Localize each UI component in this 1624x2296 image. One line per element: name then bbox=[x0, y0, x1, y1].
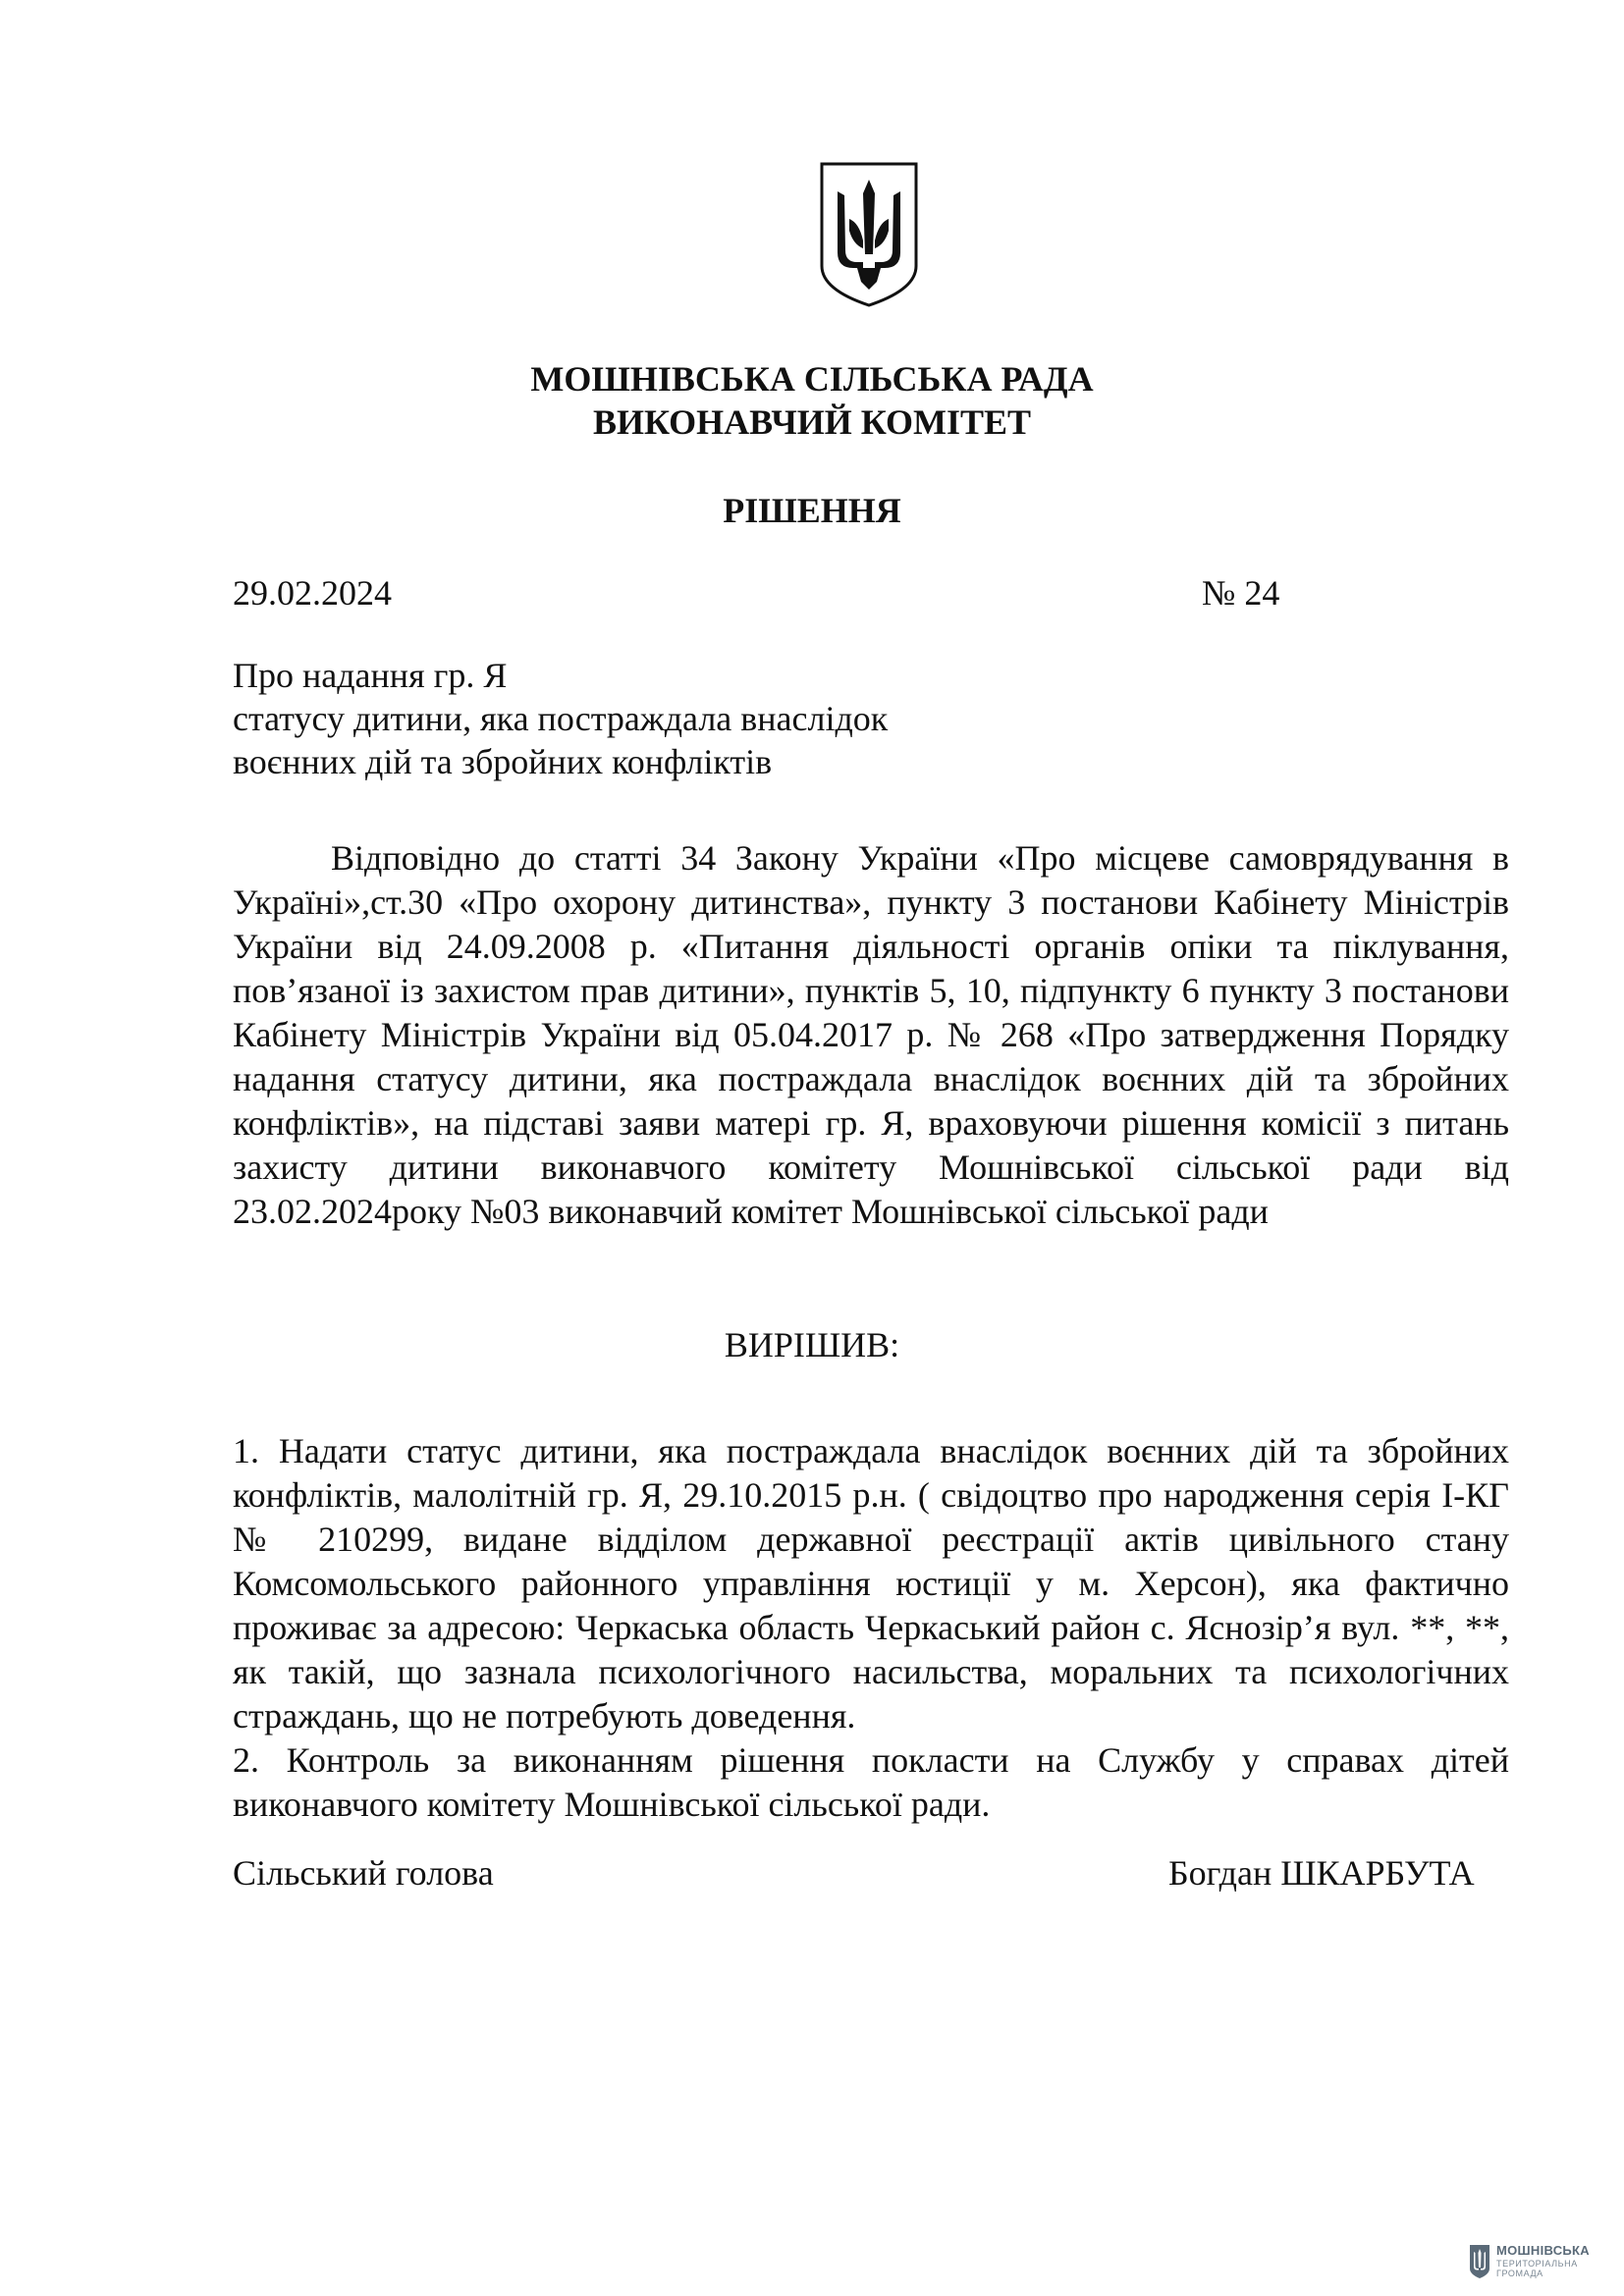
community-logo bbox=[1469, 2242, 1606, 2285]
trident-coat-of-arms-icon bbox=[818, 160, 920, 309]
decision-date: 29.02.2024 bbox=[233, 573, 392, 613]
decision-item: 2. Контроль за виконанням рішення покласти на Службу у справах дітей виконавчого комітету Мошнівської сільської ради. bbox=[233, 1740, 1509, 1824]
decision-items bbox=[233, 1429, 1509, 1827]
trident-small-icon bbox=[1469, 2244, 1490, 2279]
decision-number: № 24 bbox=[1202, 573, 1280, 613]
decision-item: 1. Надати статус дитини, яка постраждала внаслідок воєнних дій та збройних конфліктів, малолітній гр. Я, 29.10.2015 р.н. ( свідоцтво про народження серія I-КГ № 210299, видане відділом державної реєстрації актів цивільного стану Комсомольського районного управління юстиції у м. Херсон), яка фактично проживає за адресою: Черкаська область Черкаський район с. Яснозір’я вул. **, **, як такій, що зазнала психологічного насильства, моральних та психологічних страждань, що не потребують доведення. bbox=[233, 1431, 1509, 1735]
council-name: МОШНІВСЬКА СІЛЬСЬКА РАДА bbox=[530, 359, 1094, 399]
committee-name: ВИКОНАВЧИЙ КОМІТЕТ bbox=[592, 402, 1032, 442]
subject-line: воєнних дій та збройних конфліктів bbox=[233, 742, 773, 781]
subject-line: статусу дитини, яка постраждала внаслідок bbox=[233, 699, 889, 738]
signatory-name: Богдан ШКАРБУТА bbox=[1168, 1853, 1475, 1893]
preamble-paragraph: Відповідно до статті 34 Закону України «Про місцеве самоврядування в Україні»,ст.30 «Про охорону дитинства», пункту 3 постанови Кабінету Міністрів України від 24.09.2008 р. «Питання діяльності органів опіки та піклування, пов’язаної із захистом прав дитини», пунктів 5, 10, підпункту 6 пункту 3 постанови Кабінету Міністрів України від 05.04.2017 р. № 268 «Про затвердження Порядку надання статусу дитини, яка постраждала внаслідок воєнних дій та збройних конфліктів», на підставі заяви матері гр. Я, враховуючи рішення комісії з питань захисту дитини виконавчого комітету Мошнівської сільської ради від 23.02.2024року №03 виконавчий комітет Мошнівської сільської ради bbox=[233, 838, 1509, 1231]
signatory-role: Сільський голова bbox=[233, 1853, 494, 1893]
subject-line: Про надання гр. Я bbox=[233, 656, 508, 695]
document-type: РІШЕННЯ bbox=[723, 491, 901, 530]
logo-line-1: МОШНІВСЬКА bbox=[1496, 2243, 1590, 2258]
resolved-heading: ВИРІШИВ: bbox=[724, 1325, 900, 1364]
logo-line-2: ТЕРИТОРІАЛЬНА bbox=[1496, 2259, 1578, 2269]
logo-line-3: ГРОМАДА bbox=[1496, 2269, 1543, 2278]
decision-subject bbox=[233, 654, 1116, 783]
